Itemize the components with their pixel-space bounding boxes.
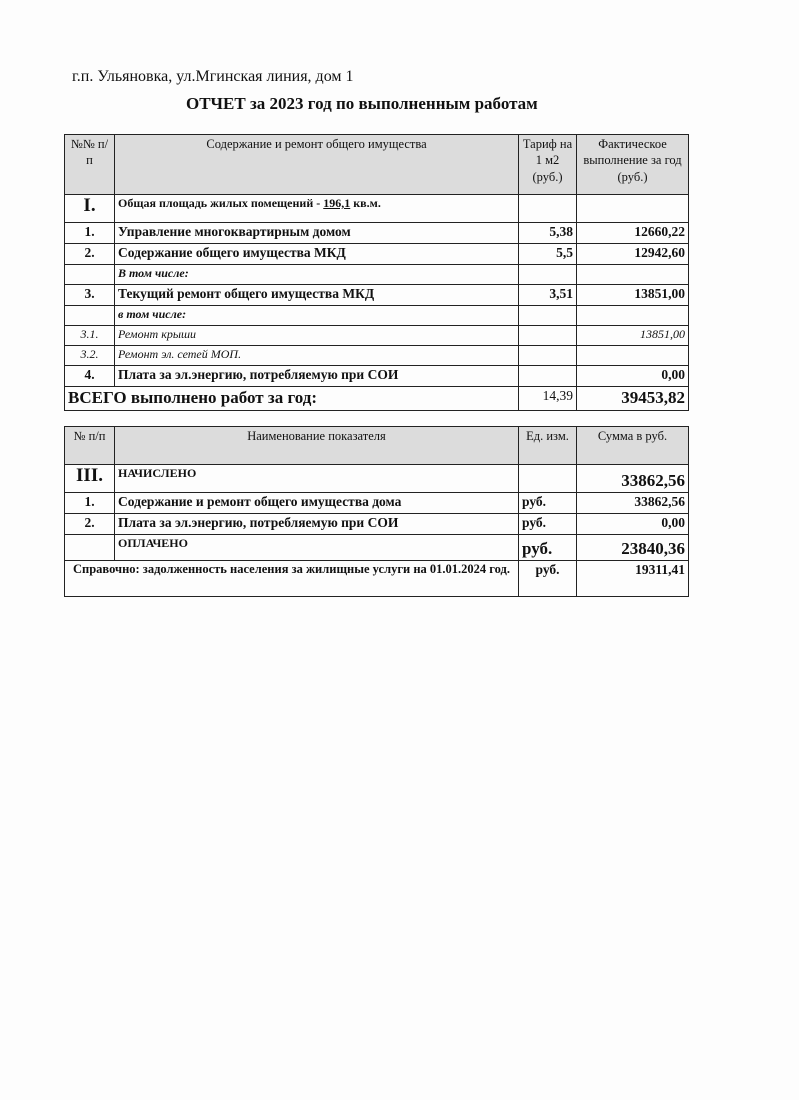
header-num: № п/п [65,427,115,465]
debt-note: Справочно: задолженность населения за жилищные услуги на 01.01.2024 год. [65,561,519,597]
paid-amount: 23840,36 [577,535,689,561]
total-row [65,387,689,411]
table-row: 2. Содержание общего имущества МКД 5,5 12942,60 [65,244,689,265]
report-title: ОТЧЕТ за 2023 год по выполненным работам [186,94,538,113]
works-table [64,134,689,411]
header-sum: Сумма в руб. [577,427,689,465]
table-row: 3. Текущий ремонт общего имущества МКД 3,51 13851,00 [65,285,689,306]
table-row: 1. Управление многоквартирным домом 5,38 12660,22 [65,223,689,244]
note-row [65,561,689,597]
table-row: 3.2. Ремонт эл. сетей МОП. [65,346,689,366]
debt-amount: 19311,41 [577,561,689,597]
note-unit: руб. [519,561,577,597]
table-row: 4. Плата за эл.энергию, потребляемую при СОИ 0,00 [65,366,689,387]
header-tariff: Тариф на 1 м2 (руб.) [519,135,577,195]
header-num: №№ п/п [65,135,115,195]
table-row: 3.1. Ремонт крыши 13851,00 [65,326,689,346]
header-name: Наименование показателя [115,427,519,465]
header-actual: Фактическое выполнение за год (руб.) [577,135,689,195]
area-label: Общая площадь жилых помещений - 196,1 кв.м. [115,195,519,223]
section-row [65,195,689,223]
header-content: Содержание и ремонт общего имущества [115,135,519,195]
section-number: III. [65,465,115,493]
indicators-table [64,426,689,597]
area-value: 196,1 [323,196,351,210]
table-header-row [65,427,689,465]
table-header-row [65,135,689,195]
paid-unit: руб. [519,535,577,561]
paid-label: ОПЛАЧЕНО [115,535,519,561]
total-label: ВСЕГО выполнено работ за год: [65,387,519,411]
header-unit: Ед. изм. [519,427,577,465]
total-amount: 39453,82 [577,387,689,411]
section-number: I. [65,195,115,223]
table-row: 2. Плата за эл.энергию, потребляемую при СОИ руб. 0,00 [65,514,689,535]
table-row: 1. Содержание и ремонт общего имущества дома руб. 33862,56 [65,493,689,514]
paid-row [65,535,689,561]
accrued-label: НАЧИСЛЕНО [115,465,519,493]
total-tariff: 14,39 [519,387,577,411]
table-row: В том числе: [65,265,689,285]
address-line: г.п. Ульяновка, ул.Мгинская линия, дом 1 [72,68,354,85]
accrued-row [65,465,689,493]
accrued-amount: 33862,56 [577,465,689,493]
table-row: в том числе: [65,306,689,326]
